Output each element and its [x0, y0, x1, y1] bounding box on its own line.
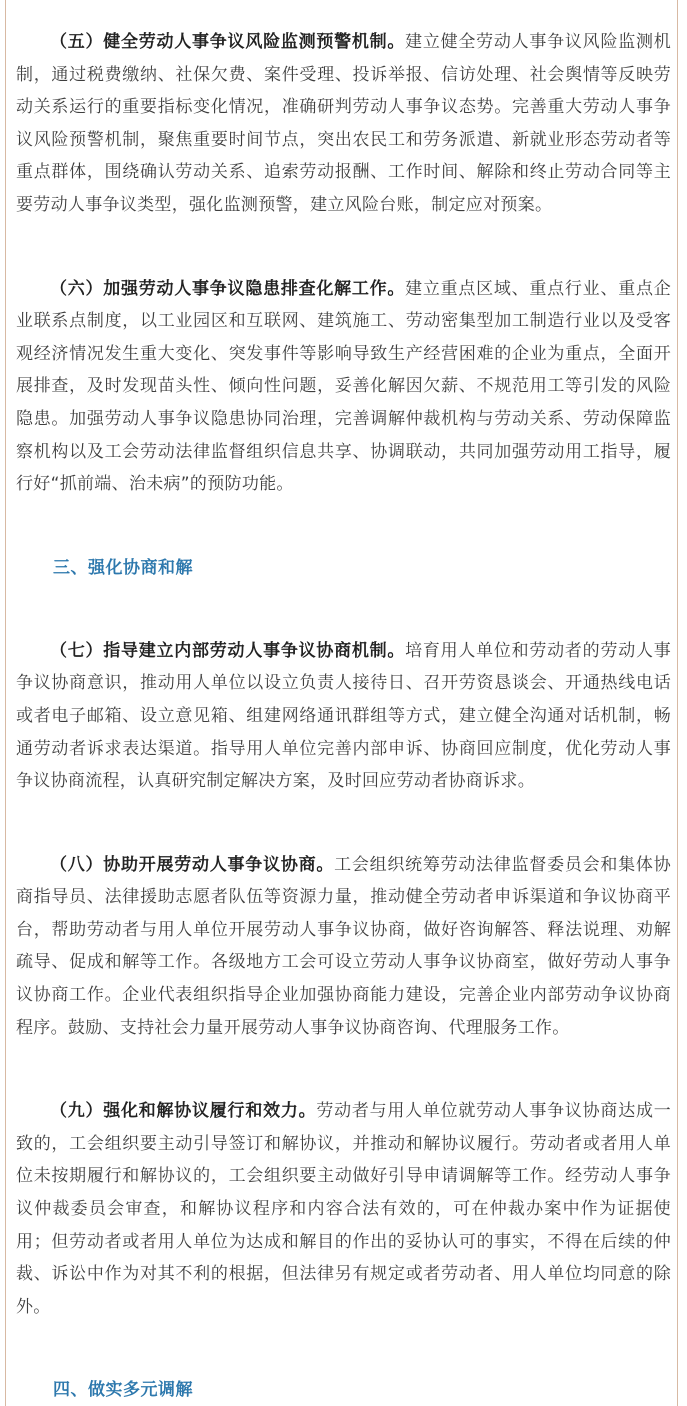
paragraph-spacer	[16, 798, 671, 849]
article-body	[16, 26, 671, 1406]
paragraph-7-body: 培育用人单位和劳动者的劳动人事争议协商意识，推动用人单位以设立负责人接待日、召开劳资恳谈会、开通热线电话或者电子邮箱、设立意见箱、组建网络通讯群组等方式，建立健全沟通对话机制，畅通劳动者诉求表达渠道。指导用人单位完善内部申诉、协商回应制度，优化劳动人事争议协商流程，认真研究制定解决方案，及时回应劳动者协商诉求。	[16, 640, 672, 792]
paragraph-6-body: 建立重点区域、重点行业、重点企业联系点制度，以工业园区和互联网、建筑施工、劳动密集型加工制造行业以及受客观经济情况发生重大变化、突发事件等影响导致生产经营困难的企业为重点，全面开展排查，及时发现苗头性、倾向性问题，妥善化解因欠薪、不规范用工等引发的风险隐患。加强劳动人事争议隐患协同治理，完善调解仲裁机构与劳动关系、劳动保障监察机构以及工会劳动法律监督组织信息共享、协调联动，共同加强劳动用工指导，履行好“抓前端、治未病”的预防功能。	[16, 278, 672, 495]
paragraph-7	[16, 635, 671, 798]
paragraph-spacer	[16, 1323, 671, 1374]
paragraph-8	[16, 849, 671, 1045]
paragraph-5	[16, 26, 671, 222]
paragraph-8-lead: （八）协助开展劳动人事争议协商。	[50, 854, 335, 875]
paragraph-6	[16, 273, 671, 501]
paragraph-spacer	[16, 584, 671, 635]
paragraph-9-body: 劳动者与用人单位就劳动人事争议协商达成一致的，工会组织要主动引导签订和解协议，并推动和解协议履行。劳动者或者用人单位未按期履行和解协议的，工会组织要主动做好引导申请调解等工作。经劳动人事争议仲裁委员会审查，和解协议程序和内容合法有效的，可在仲裁办案中作为证据使用；但劳动者或者用人单位为达成和解目的作出的妥协认可的事实，不得在后续的仲裁、诉讼中作为对其不利的根据，但法律另有规定或者劳动者、用人单位均同意的除外。	[16, 1101, 672, 1317]
paragraph-7-lead: （七）指导建立内部劳动人事争议协商机制。	[50, 640, 406, 661]
section-heading-3: 三、强化协商和解	[53, 557, 193, 578]
paragraph-spacer	[16, 222, 671, 273]
paragraph-8-body: 工会组织统筹劳动法律监督委员会和集体协商指导员、法律援助志愿者队伍等资源力量，推动健全劳动者申诉渠道和争议协商平台，帮助劳动者与用人单位开展劳动人事争议协商，做好咨询解答、释法说理、劝解疏导、促成和解等工作。各级地方工会可设立劳动人事争议协商室，做好劳动人事争议协商工作。企业代表组织指导企业加强协商能力建设，完善企业内部劳动争议协商程序。鼓励、支持社会力量开展劳动人事争议协商咨询、代理服务工作。	[16, 854, 671, 1038]
paragraph-spacer	[16, 1044, 671, 1095]
paragraph-9	[16, 1095, 671, 1323]
paragraph-9-lead: （九）强化和解协议履行和效力。	[50, 1101, 317, 1122]
paragraph-6-lead: （六）加强劳动人事争议隐患排查化解工作。	[50, 278, 406, 299]
section-heading-4: 四、做实多元调解	[53, 1380, 193, 1401]
paragraph-spacer	[16, 501, 671, 552]
paragraph-5-lead: （五）健全劳动人事争议风险监测预警机制。	[50, 32, 406, 52]
paragraph-5-body: 建立健全劳动人事争议风险监测机制，通过税费缴纳、社保欠费、案件受理、投诉举报、信访处理、社会舆情等反映劳动关系运行的重要指标变化情况，准确研判劳动人事争议态势。完善重大劳动人事争议风险预警机制，聚焦重要时间节点，突出农民工和劳务派遣、新就业形态劳动者等重点群体，围绕确认劳动关系、追索劳动报酬、工作时间、解除和终止劳动合同等主要劳动人事争议类型，强化监测预警，建立风险台账，制定应对预案。	[16, 32, 672, 215]
